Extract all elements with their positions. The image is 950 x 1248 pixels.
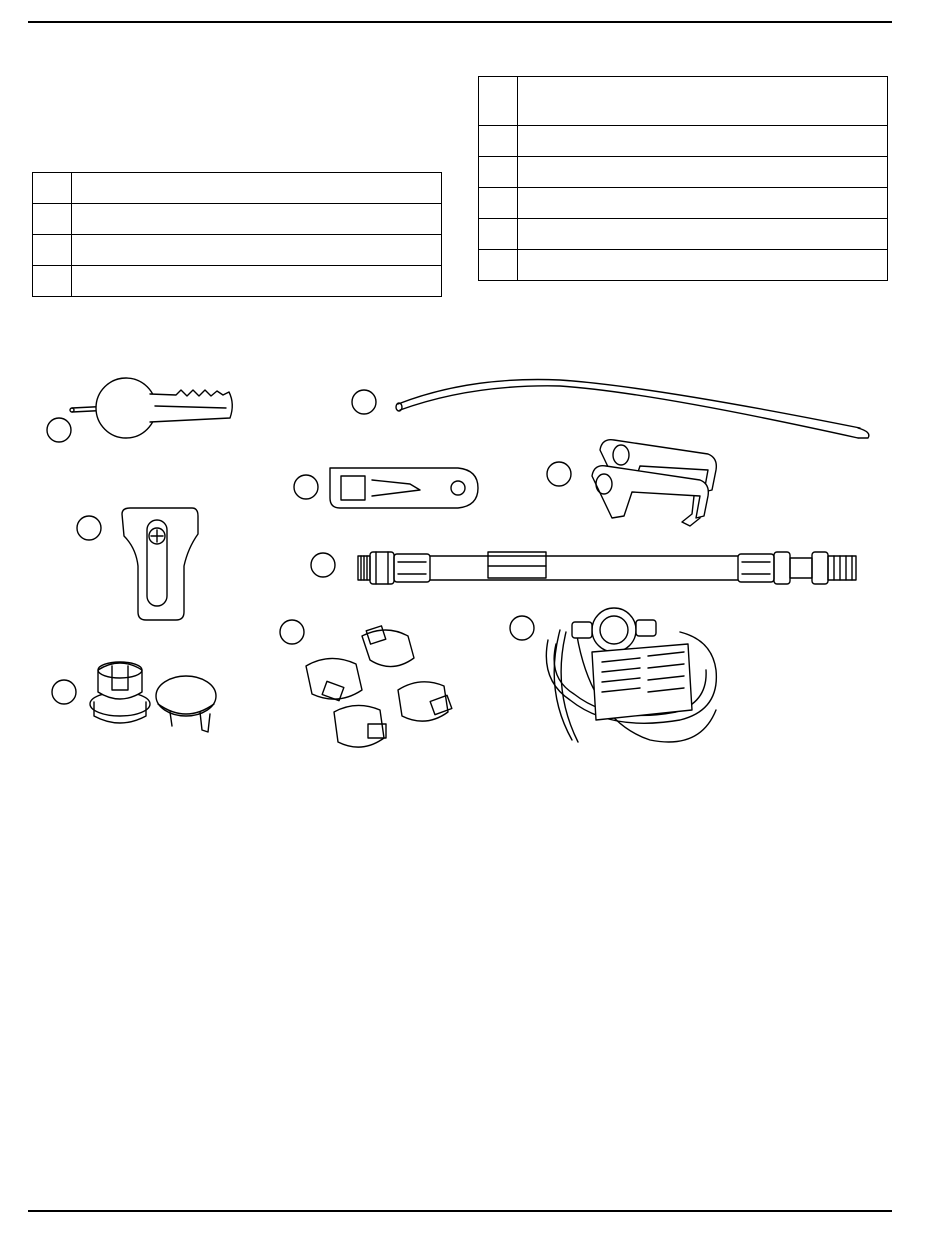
callout-water-kit	[510, 616, 534, 640]
parts-list-left	[32, 172, 442, 297]
table-row	[33, 173, 442, 204]
item-number	[479, 219, 518, 250]
leveling-foot-icon	[306, 626, 452, 747]
item-number	[479, 250, 518, 281]
item-description	[72, 204, 442, 235]
item-number	[479, 188, 518, 219]
strap-icon	[122, 508, 198, 620]
item-description	[72, 235, 442, 266]
item-description	[518, 126, 888, 157]
table-row	[33, 204, 442, 235]
parts-illustration	[0, 340, 950, 770]
top-rule	[28, 21, 892, 23]
table-row	[479, 126, 888, 157]
callout-rod	[352, 390, 376, 414]
table-row	[33, 266, 442, 297]
item-description	[518, 188, 888, 219]
rod-icon	[396, 380, 869, 439]
plug-icon	[156, 676, 216, 732]
bottom-rule	[28, 1210, 892, 1212]
hose-icon	[358, 552, 856, 584]
callout-strap	[77, 516, 101, 540]
bushing-icon	[90, 662, 150, 723]
table-row	[479, 219, 888, 250]
callout-hose	[311, 553, 335, 577]
key-icon	[70, 378, 232, 438]
item-number	[479, 77, 518, 126]
plate-icon	[330, 468, 478, 508]
table-row	[479, 250, 888, 281]
callout-bushing	[52, 680, 76, 704]
item-description	[518, 77, 888, 126]
item-description	[72, 266, 442, 297]
item-description	[518, 219, 888, 250]
item-description	[72, 173, 442, 204]
water-line-kit-icon	[546, 608, 716, 742]
table-row	[33, 235, 442, 266]
table-row	[479, 157, 888, 188]
callout-brackets	[547, 462, 571, 486]
item-number	[33, 266, 72, 297]
table-row	[479, 188, 888, 219]
callout-feet	[280, 620, 304, 644]
item-number	[33, 235, 72, 266]
item-description	[518, 157, 888, 188]
item-description	[518, 250, 888, 281]
callout-key	[47, 418, 71, 442]
item-number	[479, 126, 518, 157]
bracket-icon	[592, 440, 716, 526]
parts-list-right	[478, 76, 888, 281]
table-row	[479, 77, 888, 126]
item-number	[33, 173, 72, 204]
item-number	[33, 204, 72, 235]
item-number	[479, 157, 518, 188]
callout-plate	[294, 475, 318, 499]
